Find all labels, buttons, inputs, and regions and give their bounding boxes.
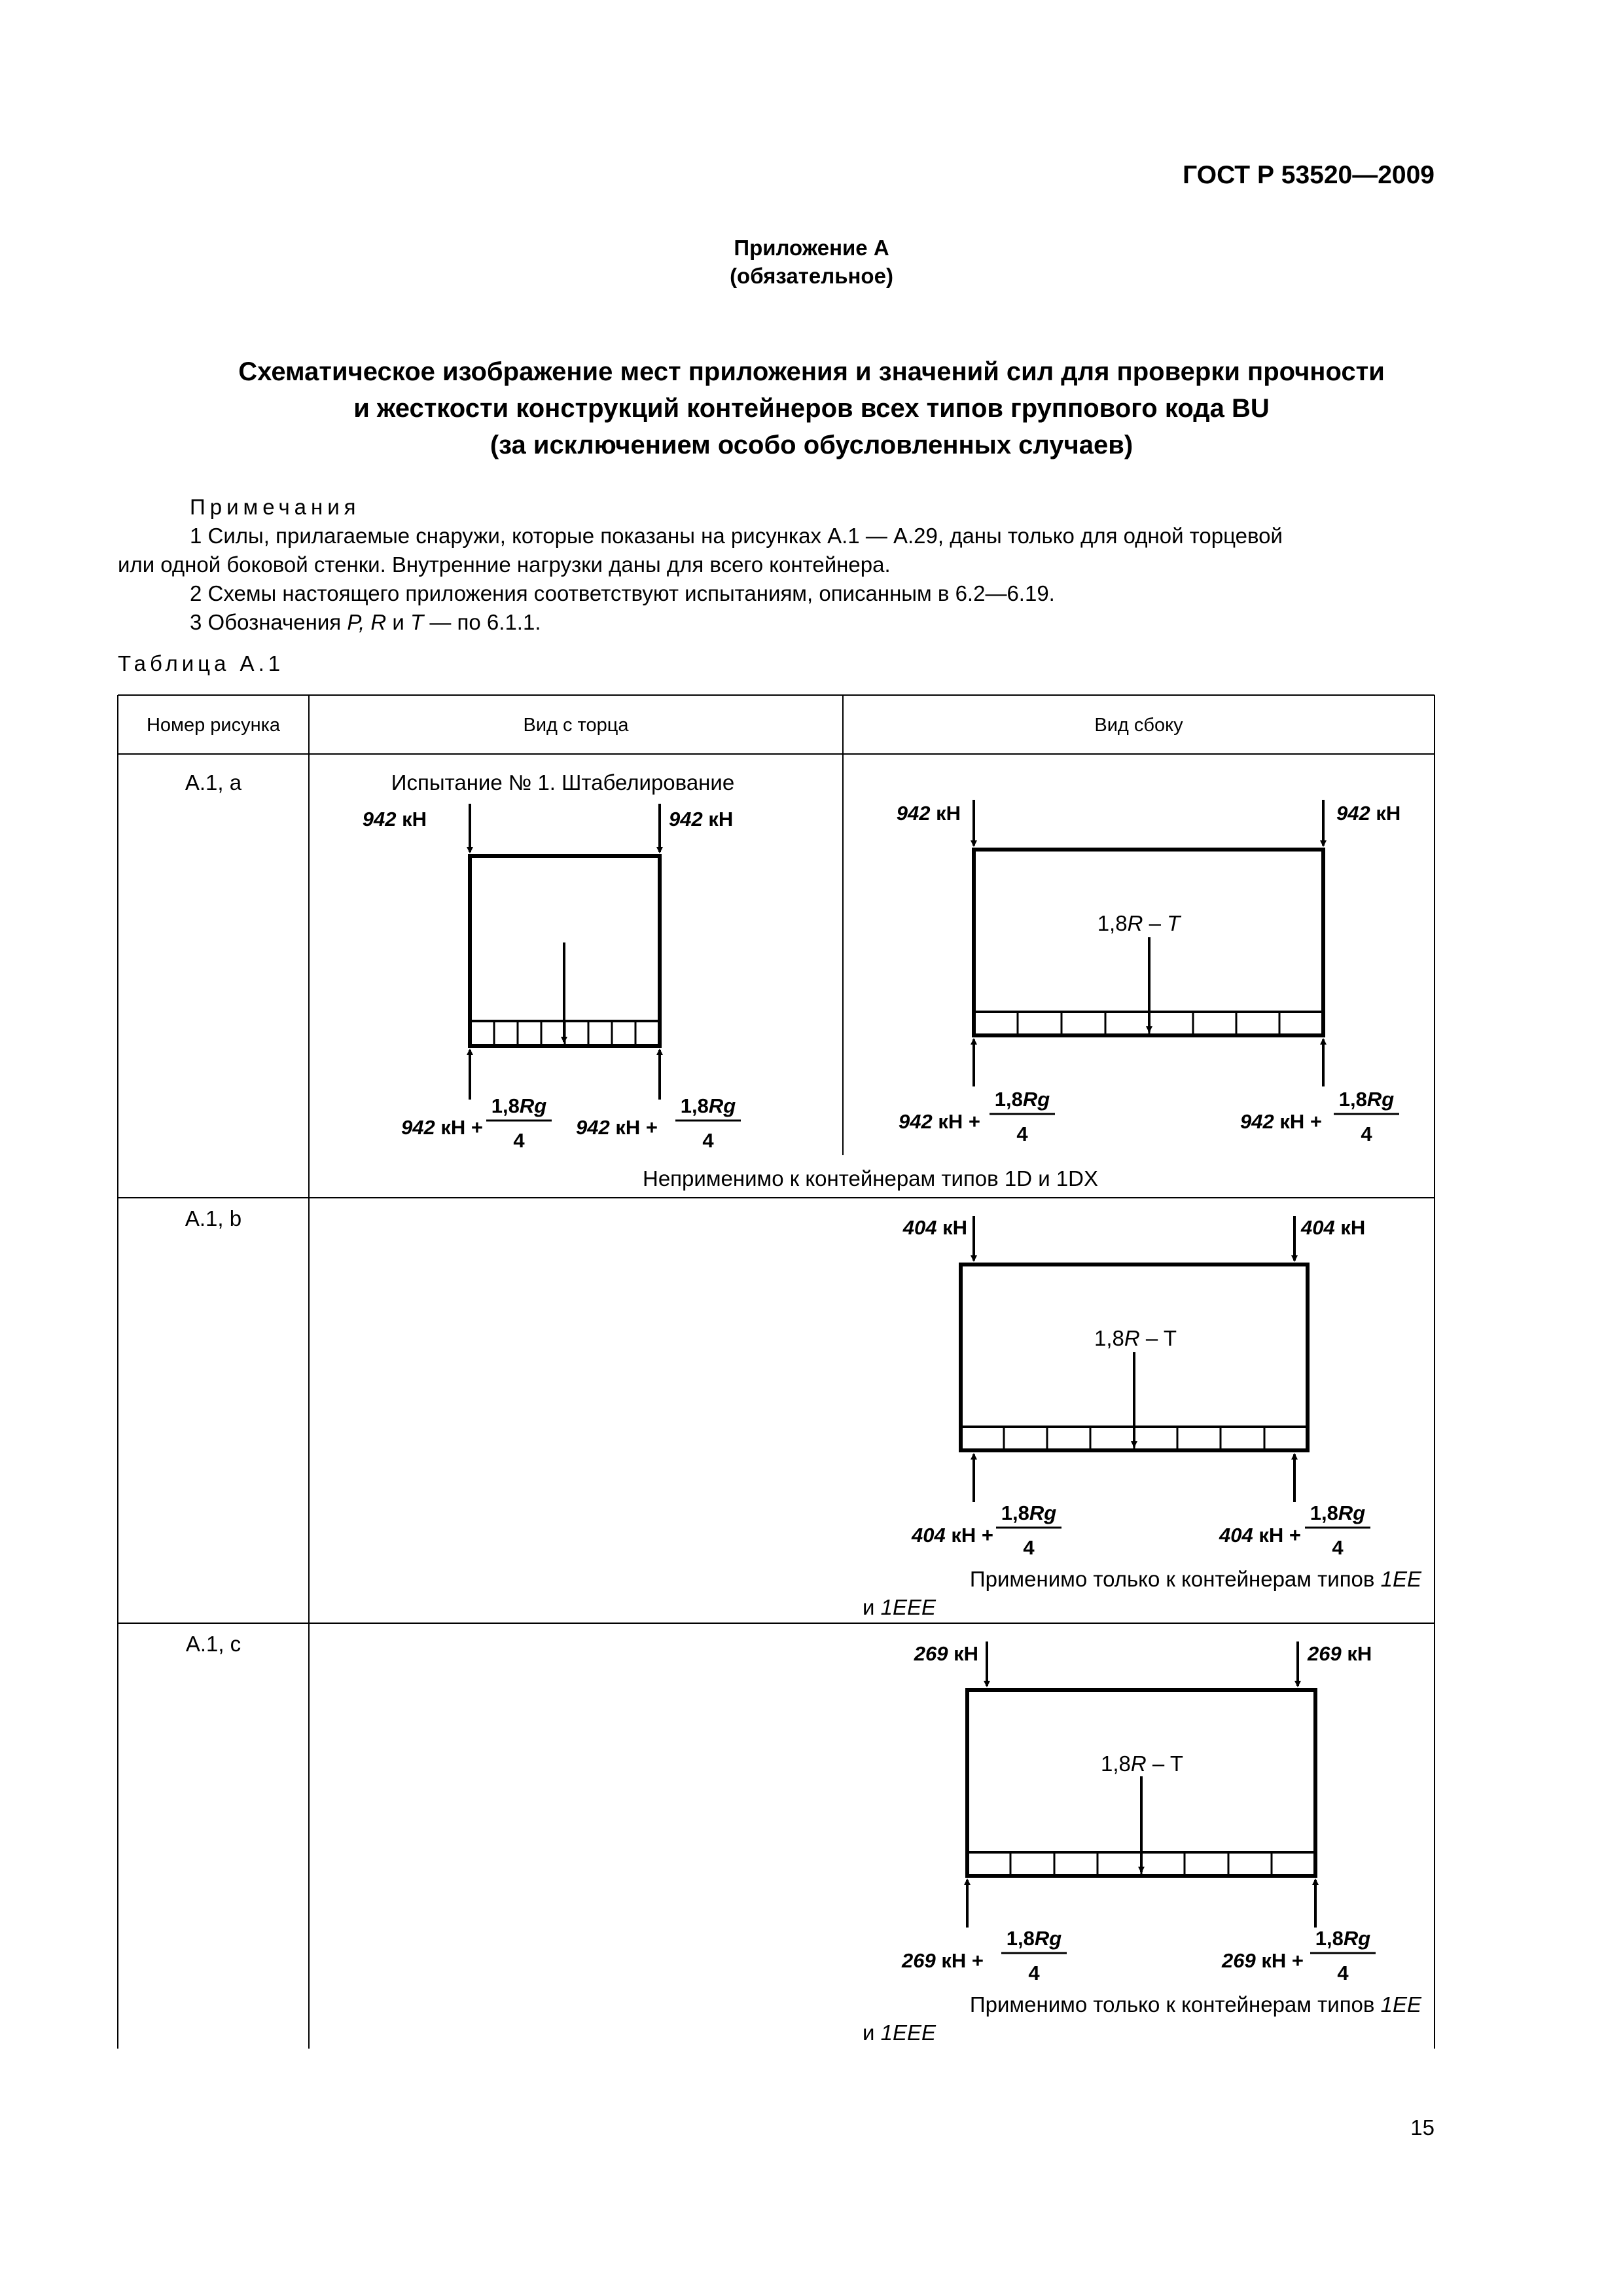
- side-view-a-bottom-right-force: [1240, 1088, 1399, 1145]
- row-c-applicability-note-line-1: Применимо только к контейнерам типов 1EE: [969, 1992, 1421, 2017]
- note-3: 3 Обозначения P, R и T — по 6.1.1.: [190, 610, 541, 634]
- side-view-b-center-label: 1,8R – T: [1094, 1326, 1177, 1350]
- side-view-b-top-right-force: 404 кН: [1301, 1216, 1366, 1239]
- svg-text:404 кН +: 404 кН +: [1219, 1524, 1301, 1547]
- end-view-top-right-force: 942 кН: [669, 808, 734, 831]
- svg-text:942 кН +: 942 кН +: [401, 1116, 483, 1139]
- side-view-diagram-a: [974, 800, 1323, 1086]
- note-1-line-2: или одной боковой стенки. Внутренние нагрузки даны для всего контейнера.: [118, 552, 891, 577]
- note-1-line-1: 1 Силы, прилагаемые снаружи, которые показаны на рисунках А.1 — А.29, даны только для одной торцевой: [190, 524, 1283, 548]
- svg-text:4: 4: [1023, 1536, 1035, 1559]
- svg-text:4: 4: [513, 1129, 525, 1152]
- annex-title-line-2: и жесткости конструкций контейнеров всех типов группового кода BU: [353, 394, 1270, 423]
- header-end-view: Вид с торца: [523, 715, 629, 736]
- row-b-applicability-note-line-2: и 1EEE: [863, 1595, 936, 1619]
- svg-text:4: 4: [1361, 1122, 1372, 1145]
- side-view-c-center-label: 1,8R – T: [1101, 1751, 1183, 1776]
- row-b-number: А.1, b: [185, 1206, 242, 1230]
- end-view-diagram-a: [470, 804, 660, 1100]
- side-view-c-bottom-right-force: [1221, 1927, 1376, 1984]
- svg-text:1,8Rg: 1,8Rg: [1001, 1501, 1057, 1524]
- side-view-c-top-left-force: 269 кН: [914, 1642, 978, 1665]
- svg-text:1,8Rg: 1,8Rg: [1310, 1501, 1366, 1524]
- row-c-applicability-note-line-2: и 1EEE: [863, 2020, 936, 2045]
- notes-heading: Примечания: [190, 495, 361, 519]
- note-2: 2 Схемы настоящего приложения соответствуют испытаниям, описанным в 6.2—6.19.: [190, 581, 1055, 605]
- svg-text:269 кН +: 269 кН +: [1222, 1949, 1304, 1972]
- side-view-b-bottom-left-force: [911, 1501, 1061, 1559]
- svg-text:942 кН +: 942 кН +: [899, 1110, 980, 1133]
- annex-status: (обязательное): [730, 264, 893, 288]
- svg-text:1,8Rg: 1,8Rg: [994, 1088, 1050, 1111]
- side-view-c-top-right-force: 269 кН: [1308, 1642, 1372, 1665]
- side-view-a-top-left-force: 942 кН: [896, 802, 961, 825]
- row-b-applicability-note-line-1: Применимо только к контейнерам типов 1EE: [969, 1567, 1421, 1591]
- side-view-b-bottom-right-force: [1219, 1501, 1370, 1559]
- side-view-c-bottom-left-force: [901, 1927, 1067, 1984]
- svg-text:1,8Rg: 1,8Rg: [1315, 1927, 1371, 1950]
- svg-text:404 кН +: 404 кН +: [912, 1524, 993, 1547]
- annex-title-line-1: Схематическое изображение мест приложения и значений сил для проверки прочности: [238, 357, 1385, 386]
- svg-text:1,8Rg: 1,8Rg: [1338, 1088, 1395, 1111]
- side-view-a-bottom-left-force: [899, 1088, 1055, 1145]
- side-view-a-center-label: 1,8R – T: [1097, 911, 1181, 935]
- svg-text:4: 4: [702, 1129, 714, 1152]
- annex-title-line-3: (за исключением особо обусловленных случаев): [490, 431, 1133, 459]
- svg-text:1,8Rg: 1,8Rg: [1006, 1927, 1062, 1950]
- svg-text:942 кН +: 942 кН +: [1240, 1110, 1322, 1133]
- row-a-applicability-note: Неприменимо к контейнерам типов 1D и 1DX: [642, 1166, 1099, 1191]
- end-view-top-left-force: 942 кН: [362, 808, 427, 831]
- svg-text:1,8Rg: 1,8Rg: [680, 1094, 736, 1117]
- svg-text:4: 4: [1028, 1962, 1040, 1984]
- svg-text:4: 4: [1332, 1536, 1344, 1559]
- end-view-bottom-right-force: [576, 1094, 741, 1152]
- row-a-number: А.1, a: [185, 770, 242, 795]
- header-side-view: Вид сбоку: [1094, 715, 1183, 736]
- end-view-bottom-left-force: [401, 1094, 552, 1152]
- svg-text:942 кН +: 942 кН +: [576, 1116, 658, 1139]
- page-number: 15: [1410, 2115, 1435, 2140]
- row-c-number: А.1, с: [185, 1632, 241, 1656]
- header-figure-number: Номер рисунка: [146, 715, 281, 736]
- svg-text:4: 4: [1337, 1962, 1349, 1984]
- svg-text:4: 4: [1016, 1122, 1028, 1145]
- side-view-b-top-left-force: 404 кН: [902, 1216, 967, 1239]
- svg-text:269 кН +: 269 кН +: [902, 1949, 984, 1972]
- row-a-end-view-title: Испытание № 1. Штабелирование: [391, 770, 735, 795]
- table-caption: Таблица А.1: [118, 651, 285, 675]
- table-grid: [118, 695, 1435, 2049]
- side-view-diagram-c: [967, 1641, 1315, 1928]
- annex-label: Приложение А: [734, 236, 889, 260]
- side-view-a-top-right-force: 942 кН: [1336, 802, 1401, 825]
- side-view-diagram-b: [961, 1216, 1308, 1502]
- svg-text:1,8Rg: 1,8Rg: [491, 1094, 547, 1117]
- document-code: ГОСТ Р 53520—2009: [1183, 161, 1435, 189]
